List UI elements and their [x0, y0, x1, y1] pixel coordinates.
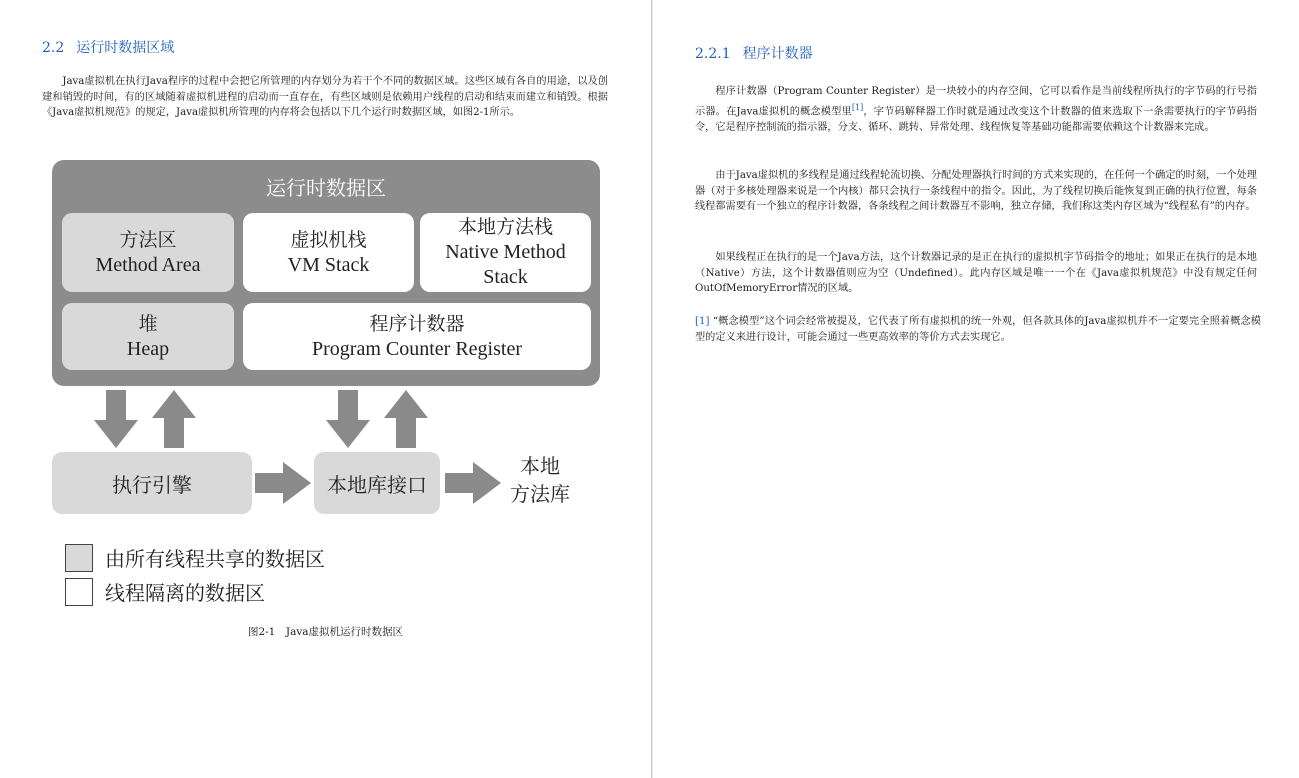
- runtime-data-area: [52, 160, 600, 386]
- legend-shared-label: 由所有线程共享的数据区: [105, 547, 325, 571]
- native-interface-box: 本地库接口: [314, 452, 440, 514]
- vm-stack-box: [243, 213, 414, 292]
- native-stack-en1: Native Method: [445, 241, 566, 263]
- subsection-number: 2.2.1: [695, 46, 731, 62]
- vm-stack-en: VM Stack: [287, 253, 370, 276]
- footnote: [695, 314, 1261, 345]
- vm-stack-zh: 虚拟机栈: [290, 228, 367, 251]
- footnote-link[interactable]: [1]: [851, 102, 864, 112]
- heap-en: Heap: [126, 337, 170, 360]
- pc-paragraph-2: 由于Java虚拟机的多线程是通过线程轮流切换、分配处理器执行时间的方式来实现的，在任何一个确定的时刻，一个处理器（对于多核处理器来说是一个内核）都只会执行一条线程中的指令。因此，为了线程切换后能恢复到正确的执行位置，每条线程都需要有一个独立的程序计数器，各条线程之间计数器互不影响，独立存储，我们称这类内存区域为“线程私有”的内存。: [695, 170, 1257, 213]
- native-lib-line2: 方法库: [510, 482, 570, 506]
- legend-shared: [65, 543, 325, 572]
- footnote-text: “概念模型”这个词会经常被提及，它代表了所有虚拟机的统一外观，但各款具体的Java虚拟机并不一定要完全照着概念模型的定义来进行设计，可能会通过一些更高效率的等价方式去实现它。: [695, 316, 1261, 343]
- legend-private: [65, 577, 265, 606]
- pc-register-en: Program Counter Register: [312, 337, 522, 360]
- pc-paragraph-3: 如果线程正在执行的是一个Java方法，这个计数器记录的是正在执行的虚拟机字节码指令的地址；如果正在执行的是本地（Native）方法，这个计数器值则应为空（Undefined）。此内存区域是唯一一个在《Java虚拟机规范》中没有规定任何OutOfMemoryError情况的区域。: [695, 252, 1257, 295]
- figure-caption: 图2-1 Java虚拟机运行时数据区: [247, 626, 404, 638]
- native-lib-line1: 本地: [520, 454, 560, 478]
- pc-register-box: [243, 303, 591, 370]
- heap-box: [62, 303, 234, 370]
- up-arrow-icon: [152, 390, 196, 448]
- section-heading: [42, 37, 174, 57]
- legend-private-swatch: [65, 578, 93, 606]
- subsection-title: 程序计数器: [742, 46, 813, 62]
- p1-text-a: 程序计数器（Program Counter Register）是一块较小的内存空间，它可以看作是当前线程所执行的字节码的行号指示器。在Java虚拟机的概念模型里: [695, 86, 1257, 117]
- right-arrow-icon: [445, 462, 501, 504]
- p1-text-b: ，字节码解释器工作时就是通过改变这个计数器的值来选取下一条需要执行的字节码指令，它是程序控制流的指示器，分支、循环、跳转、异常处理、线程恢复等基础功能都需要依赖这个计数器来完成。: [695, 105, 1257, 133]
- down-arrow-icon: [326, 390, 370, 448]
- method-area-zh: 方法区: [119, 228, 177, 251]
- native-method-stack-box: [420, 213, 591, 292]
- right-arrow-icon: [255, 462, 311, 504]
- down-arrow-icon: [94, 390, 138, 448]
- native-method-library: [500, 452, 580, 508]
- diagram-title: 运行时数据区: [266, 176, 386, 200]
- method-area-box: [62, 213, 234, 292]
- runtime-data-area-diagram: [52, 160, 600, 520]
- intro-paragraph: Java虚拟机在执行Java程序的过程中会把它所管理的内存划分为若干个不同的数据区域。这些区域有各自的用途，以及创建和销毁的时间，有的区域随着虚拟机进程的启动而一直存在，有些区域则是依赖用户线程的启动和结束而建立和销毁。根据《Java虚拟机规范》的规定，Java虚拟机所管理的内存将会包括以下几个运行时数据区域，如图2-1所示。: [42, 76, 608, 119]
- section-title: 运行时数据区域: [76, 40, 175, 56]
- pc-register-zh: 程序计数器: [369, 312, 465, 335]
- section-number: 2.2: [42, 40, 65, 56]
- method-area-en: Method Area: [95, 253, 201, 276]
- subsection-heading: [695, 43, 813, 63]
- footnote-marker: [1]: [695, 316, 710, 327]
- up-arrow-icon: [384, 390, 428, 448]
- pc-paragraph-1: [695, 84, 1257, 135]
- execution-engine-box: 执行引擎: [52, 452, 252, 514]
- legend-private-label: 线程隔离的数据区: [105, 581, 265, 605]
- native-stack-en2: Stack: [483, 266, 528, 288]
- legend-shared-swatch: [65, 544, 93, 572]
- right-page: [653, 0, 1299, 778]
- native-stack-zh: 本地方法栈: [457, 216, 553, 238]
- heap-zh: 堆: [138, 312, 158, 335]
